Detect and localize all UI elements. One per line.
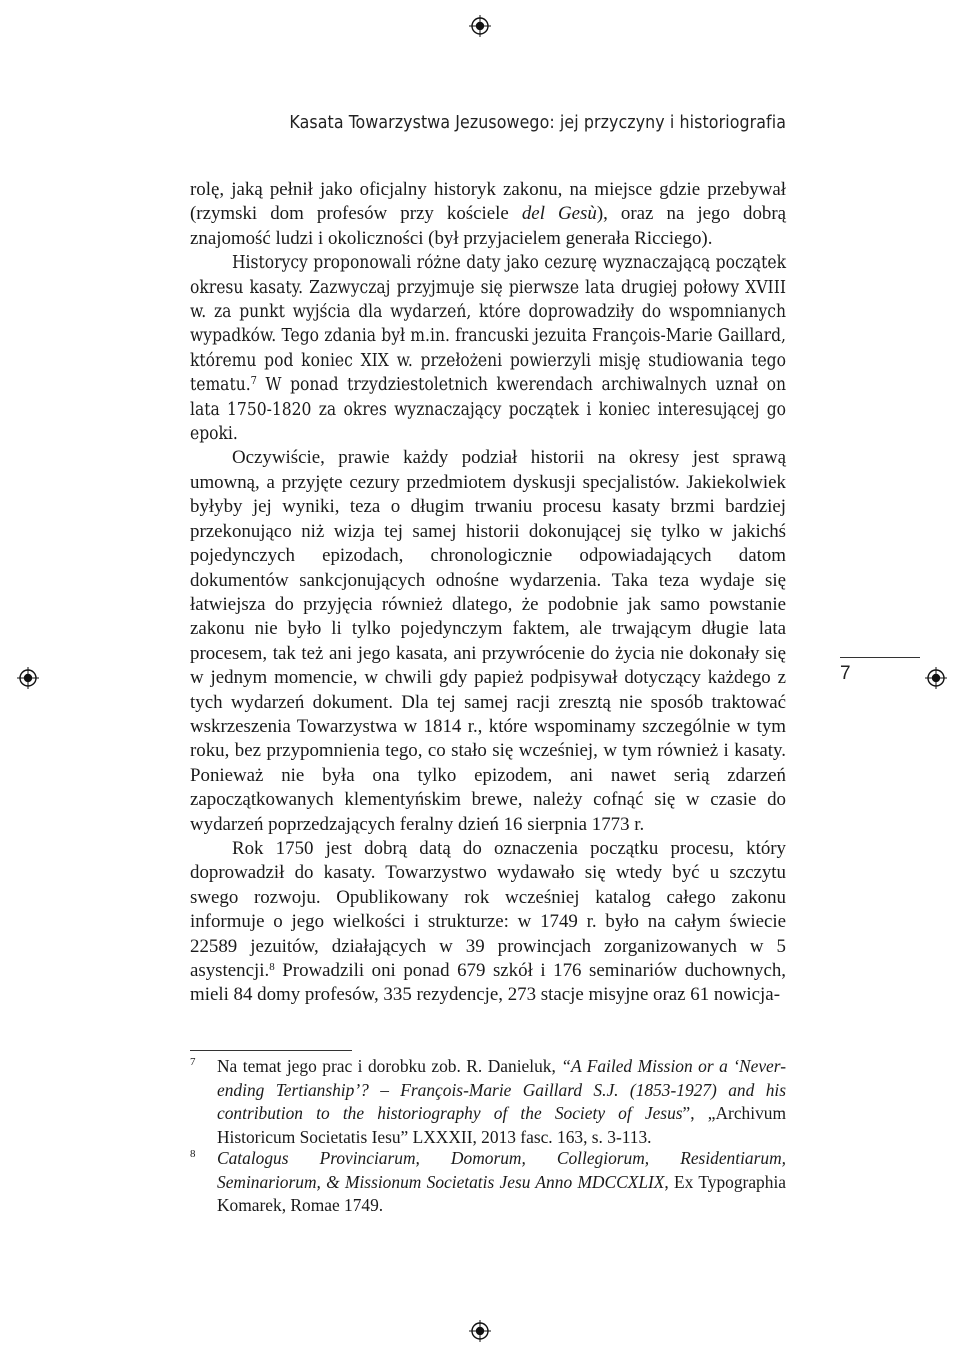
text-run: ), oraz na jego dobrą znajomość ludzi i okoliczności (był przyjacielem generała Ricciego). — [190, 203, 787, 249]
text-run: rolę, jaką pełnił jako oficjalny historyk zakonu, na miejsce gdzie przebywał (rzymski dom profesów przy kościele — [190, 179, 786, 225]
footnote-number: 7 — [190, 1056, 196, 1068]
text-run: , Ex Typographia Komarek, Romae 1749. — [217, 1171, 787, 1215]
footnote-8 — [190, 1147, 786, 1218]
footnote-number: 8 — [190, 1148, 196, 1160]
registration-mark-icon — [469, 1320, 491, 1342]
footnote-separator — [190, 1050, 352, 1051]
text-run: Rok 1750 jest dobrą datą do oznaczenia początku procesu, który doprowadził do kasaty. Towarzystwo wydawało się wtedy być u szczytu swego rozwoju. Opublikowany rok wcześniej katalog całego zakonu informuje o jego wielkości i strukturze: w 1749 r. było na całym świecie 22589 jezuitów, działających w 39 prowincjach zorganizowanych w 5 asystencji. — [190, 837, 786, 981]
body-text — [190, 178, 786, 1008]
registration-mark-icon — [925, 667, 947, 689]
folio-rule — [840, 657, 920, 658]
paragraph-1 — [190, 178, 786, 251]
italic-title: Catalogus Provinciarum, Domorum, Collegiorum, Residentiarum, Seminariorum, & Missionum Societatis Jesu Anno MDCCXLIX — [217, 1148, 786, 1192]
footnote-text — [217, 1147, 786, 1218]
footnote-ref-7[interactable]: 7 — [250, 374, 257, 388]
registration-mark-icon — [17, 667, 39, 689]
paragraph-2 — [190, 251, 786, 446]
italic-title: “A Failed Mission or a ‘Never-ending Tertianship’? – François-Marie Gaillard S.J. (1853-1927) and his contribution to the historiography of the Society of Jesus — [217, 1056, 786, 1123]
text-run: Na temat jego prac i dorobku zob. R. Danieluk, — [217, 1056, 562, 1076]
footnote-ref-8[interactable]: 8 — [269, 961, 275, 973]
text-run: ”, „Archivum Historicum Societatis Iesu” LXXXII, 2013 fasc. 163, s. 3-113. — [217, 1103, 786, 1147]
footnote-7 — [190, 1055, 786, 1149]
page-number: 7 — [840, 663, 851, 684]
italic-term: del Gesù — [521, 203, 597, 225]
paragraph-3: Oczywiście, prawie każdy podział historii na okresy jest sprawą umowną, a przyjęte cezury przedmiotem dyskusji specjalistów. Jakiekolwiek byłyby jej wyniki, teza o długim trwaniu procesu kasaty brzmi bardziej przekonująco niż wizja tej samej historii dokonującej się tylko w jakichś pojedynczych epizodach, chronologicznie odpowiadających datom dokumentów sankcjonujących odnośne wydarzenia. Taka teza wydaje się łatwiejsza do przyjęcia również dlatego, że podobnie jak samo powstanie zakonu nie było li tylko pojedynczym faktem, ale trwającym długie lata procesem, tak też ani jego kasata, ani przywrócenie do życia nie dokonały się w jednym momencie, w chwili gdy papież podpisywał dotyczący każdego z tych wydarzeń dokument. Dla tej samej racji zresztą nie sposób traktować wskrzeszenia Towarzystwa w 1814 r., które wspominamy szczególnie w tym roku, bez przypomnienia tego, co stało się wcześniej, w tym również i kasaty. Ponieważ nie była ona tylko epizodem, ani nawet serią zdarzeń zapoczątkowanych klementyńskim brewe, należy cofnąć się w czasie do wydarzeń poprzedzających feralny dzień 16 sierpnia 1773 r. — [190, 447, 786, 835]
text-run: Prowadzili oni ponad 679 szkół i 176 seminariów duchownych, mieli 84 domy profesów, 335 rezydencje, 273 stacje misyjne oraz 61 nowicja- — [190, 960, 786, 1006]
text-run: Historycy proponowali różne daty jako cezurę wyznaczającą początek okresu kasaty. Zazwyczaj przyjmuje się pierwsze lata drugiej połowy XVIII w. za punkt wyjścia dla wydarzeń, które doprowadziły do wspomnianych wypadków. Tego zdania był m.in. francuski jezuita François-Marie Gaillard, któremu pod koniec XIX w. przełożeni powierzyli misję studiowania tego tematu. — [190, 253, 786, 396]
paragraph-4 — [190, 837, 786, 1008]
running-header: Kasata Towarzystwa Jezusowego: jej przyczyny i historiografia — [289, 113, 786, 133]
text-run: W ponad trzydziestoletnich kwerendach archiwalnych uznał on lata 1750-1820 za okres wyznaczający początek i koniec interesującej go epoki. — [190, 375, 786, 445]
footnote-text — [217, 1055, 786, 1149]
registration-mark-icon — [469, 15, 491, 37]
